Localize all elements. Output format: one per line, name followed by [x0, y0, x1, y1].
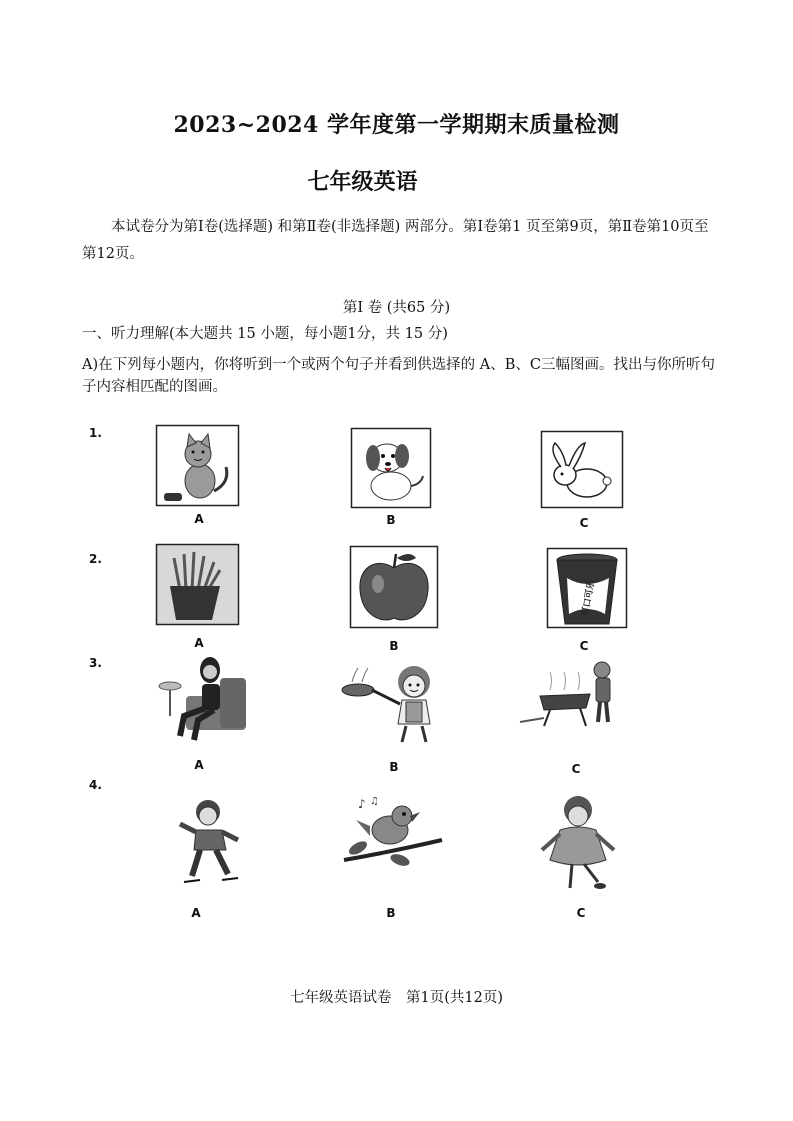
fries-icon[interactable]: [156, 544, 239, 625]
cola-cup-icon[interactable]: [547, 548, 627, 628]
question-number-1: 1.: [89, 426, 102, 440]
q4-option-c[interactable]: C: [576, 906, 586, 920]
question-number-4: 4.: [89, 778, 102, 792]
q2-option-b[interactable]: B: [389, 639, 399, 653]
rabbit-icon[interactable]: [541, 431, 623, 508]
q2-option-c[interactable]: C: [579, 639, 589, 653]
page-footer: 七年级英语试卷 第1页(共12页): [290, 990, 503, 1006]
dog-icon[interactable]: [351, 428, 431, 508]
part-instruction: A)在下列每小题内，你将听到一个或两个句子并看到供选择的 A、B、C三幅图画。找出与你所听句子内容相匹配的图画。: [82, 357, 715, 395]
question-number-2: 2.: [89, 552, 102, 566]
cat-icon[interactable]: [156, 425, 239, 506]
cola-label: 可口可乐: [580, 579, 598, 617]
page-title: 2023~2024 学年度第一学期期末质量检测: [173, 112, 620, 138]
q2-option-a[interactable]: A: [194, 636, 204, 650]
q3-option-b[interactable]: B: [389, 760, 399, 774]
q4-option-b[interactable]: B: [386, 906, 396, 920]
section-heading: 第Ⅰ 卷 (共65 分): [342, 300, 451, 316]
intro-paragraph: 本试卷分为第Ⅰ卷(选择题) 和第Ⅱ卷(非选择题) 两部分。第Ⅰ卷第1 页至第9页，第Ⅱ卷第10页至第12页。: [82, 219, 709, 262]
apple-icon[interactable]: [350, 546, 438, 628]
q1-option-a[interactable]: A: [194, 512, 204, 526]
q3-option-c[interactable]: C: [571, 762, 581, 776]
svg-text:♪: ♪: [358, 797, 366, 811]
q3-option-a[interactable]: A: [194, 758, 204, 772]
part-title: 一、听力理解(本大题共 15 小题，每小题1分，共 15 分): [82, 326, 448, 342]
subtitle-text: 七年级英语: [307, 169, 418, 195]
girl-skating-icon[interactable]: [176, 798, 246, 890]
q1-option-c[interactable]: C: [579, 516, 589, 530]
q4-option-a[interactable]: A: [191, 906, 201, 920]
man-grilling-icon[interactable]: [520, 660, 628, 730]
bird-singing-icon[interactable]: [340, 796, 444, 876]
svg-text:♫: ♫: [370, 796, 379, 807]
q1-option-b[interactable]: B: [386, 513, 396, 527]
girl-dancing-icon[interactable]: [540, 794, 616, 898]
page-subtitle: [0, 165, 725, 196]
woman-sitting-icon[interactable]: [158, 656, 250, 744]
question-number-3: 3.: [89, 656, 102, 670]
girl-cooking-icon[interactable]: [338, 660, 446, 744]
